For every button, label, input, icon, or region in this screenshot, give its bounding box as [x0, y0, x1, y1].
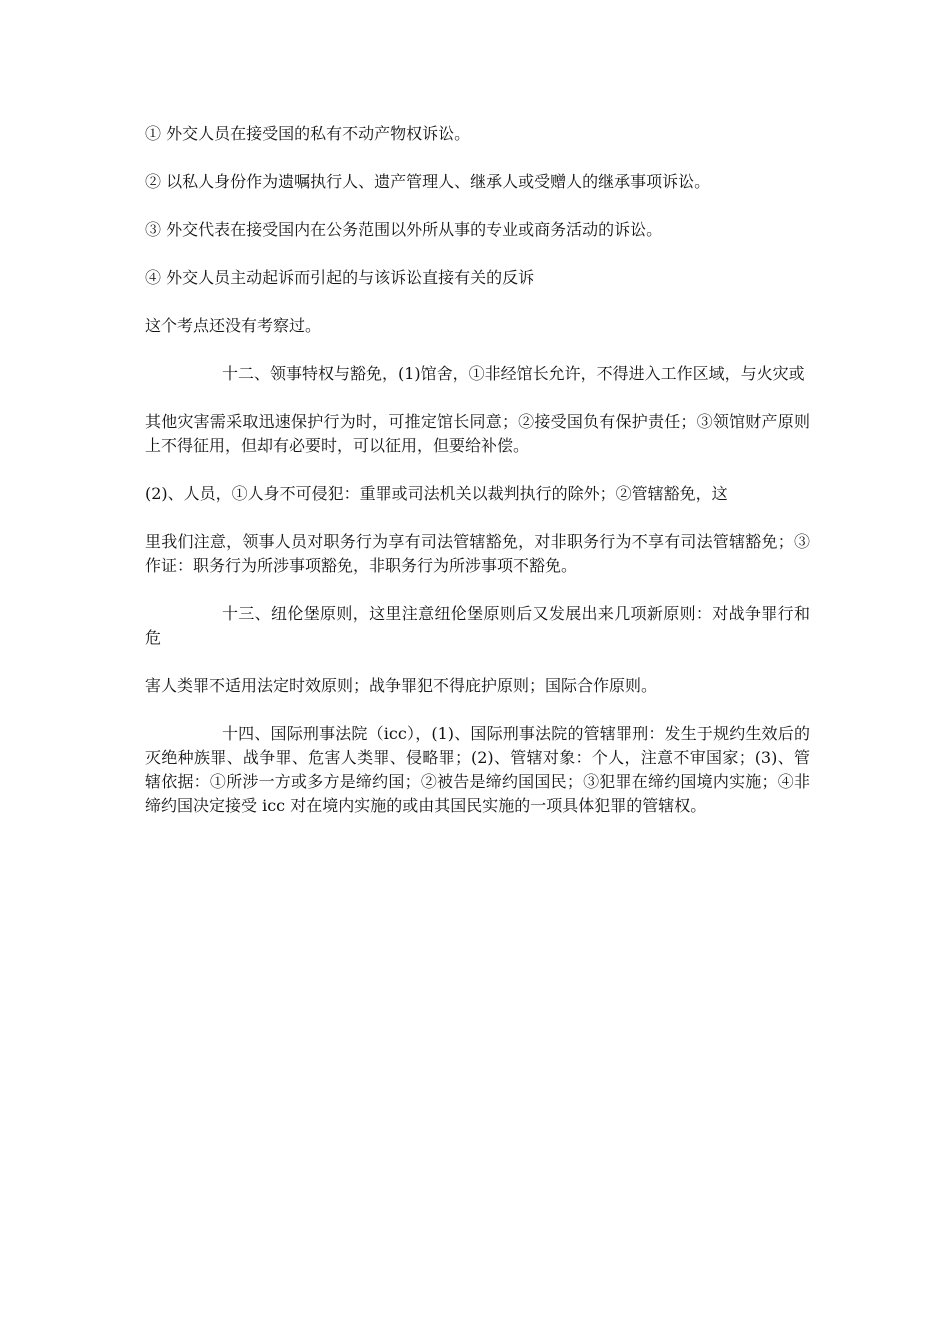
paragraph-immunity-exception-2: ② 以私人身份作为遗嘱执行人、遗产管理人、继承人或受赠人的继承事项诉讼。 — [145, 172, 711, 191]
paragraph-section-13-heading: 十三、纽伦堡原则，这里注意纽伦堡原则后又发展出来几项新原则：对战争罪行和危 — [145, 604, 810, 647]
paragraph-section-12-heading: 十二、领事特权与豁免，(1)馆舍，①非经馆长允许，不得进入工作区域，与火灾或 — [222, 364, 805, 383]
paragraph-immunity-exception-4: ④ 外交人员主动起诉而引起的与该诉讼直接有关的反诉 — [145, 268, 535, 287]
paragraph-section-12-personnel: (2)、人员，①人身不可侵犯：重罪或司法机关以裁判执行的除外；②管辖豁免，这 — [145, 484, 728, 503]
paragraph-note: 这个考点还没有考察过。 — [145, 316, 322, 335]
paragraph-immunity-exception-3: ③ 外交代表在接受国内在公务范围以外所从事的专业或商务活动的诉讼。 — [145, 220, 663, 239]
paragraph-section-14-icc: 十四、国际刑事法院（icc），(1)、国际刑事法院的管辖罪刑：发生于规约生效后的灭绝种族罪、战争罪、危害人类罪、侵略罪；(2)、管辖对象：个人，注意不审国家；(3)、管辖依据：①所涉一方或多方是缔约国；②被告是缔约国国民；③犯罪在缔约国境内实施；④非缔约国决定接受 icc 对在境内实施的或由其国民实施的一项具体犯罪的管辖权。 — [145, 724, 810, 815]
paragraph-section-12-jurisdiction: 里我们注意，领事人员对职务行为享有司法管辖豁免，对非职务行为不享有司法管辖豁免；③作证：职务行为所涉事项豁免，非职务行为所涉事项不豁免。 — [145, 532, 810, 575]
document-body — [145, 122, 810, 842]
paragraph-section-13-principles: 害人类罪不适用法定时效原则；战争罪犯不得庇护原则；国际合作原则。 — [145, 676, 658, 695]
paragraph-section-12-premises: 其他灾害需采取迅速保护行为时，可推定馆长同意；②接受国负有保护责任；③领馆财产原则上不得征用，但却有必要时，可以征用，但要给补偿。 — [145, 412, 810, 455]
paragraph-immunity-exception-1: ① 外交人员在接受国的私有不动产物权诉讼。 — [145, 124, 471, 143]
